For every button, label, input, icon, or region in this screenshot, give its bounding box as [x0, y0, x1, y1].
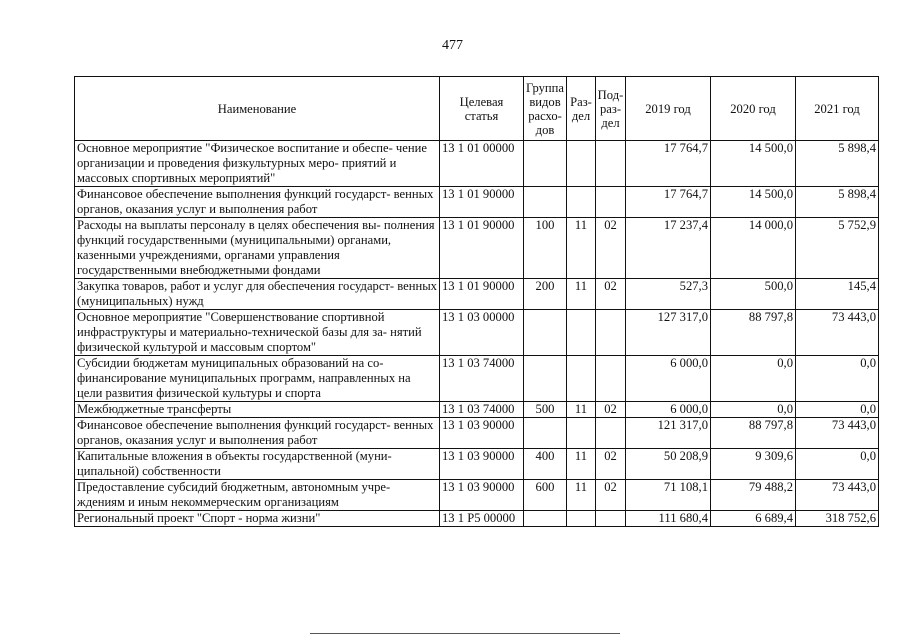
row-target-code: 13 1 P5 00000	[440, 511, 524, 527]
row-value-2019: 127 317,0	[626, 310, 711, 356]
row-value-2020: 0,0	[711, 402, 796, 418]
row-target-code: 13 1 01 90000	[440, 279, 524, 310]
header-2020: 2020 год	[711, 77, 796, 141]
row-target-code: 13 1 03 74000	[440, 402, 524, 418]
table-row	[75, 511, 879, 527]
row-value-2020: 6 689,4	[711, 511, 796, 527]
header-subsection: Под- раз- дел	[596, 77, 626, 141]
row-value-2021: 145,4	[796, 279, 879, 310]
row-group	[524, 310, 567, 356]
row-group	[524, 356, 567, 402]
row-name: Расходы на выплаты персоналу в целях обеспечения вы- полнения функций государственными (муниципальными) органами, казенными учреждениями, органами управления государственными внебюджетными фондами	[75, 218, 440, 279]
header-group: Группа видов расхо- дов	[524, 77, 567, 141]
row-value-2019: 17 764,7	[626, 141, 711, 187]
row-group: 200	[524, 279, 567, 310]
row-value-2021: 5 752,9	[796, 218, 879, 279]
row-target-code: 13 1 03 90000	[440, 418, 524, 449]
table-row	[75, 418, 879, 449]
row-section	[567, 418, 596, 449]
row-group	[524, 141, 567, 187]
row-value-2019: 121 317,0	[626, 418, 711, 449]
row-name: Основное мероприятие "Совершенствование спортивной инфраструктуры и материально-технической базы для за- нятий физической культурой и массовым спортом"	[75, 310, 440, 356]
row-value-2019: 17 764,7	[626, 187, 711, 218]
table-row	[75, 449, 879, 480]
row-value-2021: 0,0	[796, 402, 879, 418]
row-section: 11	[567, 480, 596, 511]
footer-mark	[310, 633, 620, 637]
row-subsection: 02	[596, 218, 626, 279]
row-subsection	[596, 141, 626, 187]
row-name: Предоставление субсидий бюджетным, автономным учре- ждениям и иным некоммерческим организациям	[75, 480, 440, 511]
row-value-2021: 0,0	[796, 449, 879, 480]
row-group: 400	[524, 449, 567, 480]
table-row	[75, 218, 879, 279]
row-section	[567, 310, 596, 356]
row-section: 11	[567, 402, 596, 418]
header-row	[75, 77, 879, 141]
row-value-2020: 14 500,0	[711, 141, 796, 187]
row-group: 100	[524, 218, 567, 279]
row-target-code: 13 1 03 90000	[440, 480, 524, 511]
row-target-code: 13 1 03 90000	[440, 449, 524, 480]
row-section	[567, 141, 596, 187]
row-subsection	[596, 310, 626, 356]
row-value-2020: 9 309,6	[711, 449, 796, 480]
row-value-2021: 73 443,0	[796, 480, 879, 511]
table-row	[75, 279, 879, 310]
row-value-2019: 527,3	[626, 279, 711, 310]
row-subsection	[596, 187, 626, 218]
header-name: Наименование	[75, 77, 440, 141]
row-value-2020: 0,0	[711, 356, 796, 402]
row-section: 11	[567, 449, 596, 480]
header-target: Целевая статья	[440, 77, 524, 141]
row-value-2020: 500,0	[711, 279, 796, 310]
row-name: Финансовое обеспечение выполнения функций государст- венных органов, оказания услуг и выполнения работ	[75, 187, 440, 218]
row-subsection: 02	[596, 449, 626, 480]
row-target-code: 13 1 03 74000	[440, 356, 524, 402]
row-subsection	[596, 418, 626, 449]
row-value-2019: 111 680,4	[626, 511, 711, 527]
row-target-code: 13 1 01 90000	[440, 187, 524, 218]
row-value-2021: 318 752,6	[796, 511, 879, 527]
row-group	[524, 187, 567, 218]
row-value-2020: 14 500,0	[711, 187, 796, 218]
row-group: 500	[524, 402, 567, 418]
table-row	[75, 310, 879, 356]
row-value-2019: 6 000,0	[626, 402, 711, 418]
row-target-code: 13 1 03 00000	[440, 310, 524, 356]
header-2021: 2021 год	[796, 77, 879, 141]
row-target-code: 13 1 01 90000	[440, 218, 524, 279]
table-row	[75, 480, 879, 511]
row-value-2021: 0,0	[796, 356, 879, 402]
row-value-2019: 71 108,1	[626, 480, 711, 511]
row-name: Основное мероприятие "Физическое воспитание и обеспе- чение организации и проведения физкультурных меро- приятий и массовых спортивных мероприятий"	[75, 141, 440, 187]
row-subsection: 02	[596, 480, 626, 511]
row-value-2021: 5 898,4	[796, 187, 879, 218]
row-group	[524, 418, 567, 449]
page-number: 477	[442, 38, 463, 53]
row-group: 600	[524, 480, 567, 511]
row-name: Субсидии бюджетам муниципальных образований на со- финансирование муниципальных программ, направленных на цели развития физической культуры и спорта	[75, 356, 440, 402]
row-group	[524, 511, 567, 527]
row-value-2019: 17 237,4	[626, 218, 711, 279]
row-section	[567, 356, 596, 402]
row-subsection	[596, 356, 626, 402]
row-value-2020: 14 000,0	[711, 218, 796, 279]
header-2019: 2019 год	[626, 77, 711, 141]
row-name: Финансовое обеспечение выполнения функций государст- венных органов, оказания услуг и выполнения работ	[75, 418, 440, 449]
row-name: Капитальные вложения в объекты государственной (муни- ципальной) собственности	[75, 449, 440, 480]
row-value-2021: 73 443,0	[796, 418, 879, 449]
row-section: 11	[567, 218, 596, 279]
row-value-2020: 88 797,8	[711, 418, 796, 449]
row-name: Закупка товаров, работ и услуг для обеспечения государст- венных (муниципальных) нужд	[75, 279, 440, 310]
table-row	[75, 356, 879, 402]
row-target-code: 13 1 01 00000	[440, 141, 524, 187]
row-name: Региональный проект "Спорт - норма жизни"	[75, 511, 440, 527]
table-row	[75, 187, 879, 218]
row-value-2020: 88 797,8	[711, 310, 796, 356]
row-section: 11	[567, 279, 596, 310]
row-value-2021: 5 898,4	[796, 141, 879, 187]
row-value-2020: 79 488,2	[711, 480, 796, 511]
row-subsection	[596, 511, 626, 527]
row-subsection: 02	[596, 402, 626, 418]
row-name: Межбюджетные трансферты	[75, 402, 440, 418]
row-section	[567, 187, 596, 218]
table-row	[75, 141, 879, 187]
budget-table	[74, 76, 879, 527]
row-value-2019: 50 208,9	[626, 449, 711, 480]
row-value-2019: 6 000,0	[626, 356, 711, 402]
table-row	[75, 402, 879, 418]
header-section: Раз- дел	[567, 77, 596, 141]
row-subsection: 02	[596, 279, 626, 310]
row-section	[567, 511, 596, 527]
row-value-2021: 73 443,0	[796, 310, 879, 356]
